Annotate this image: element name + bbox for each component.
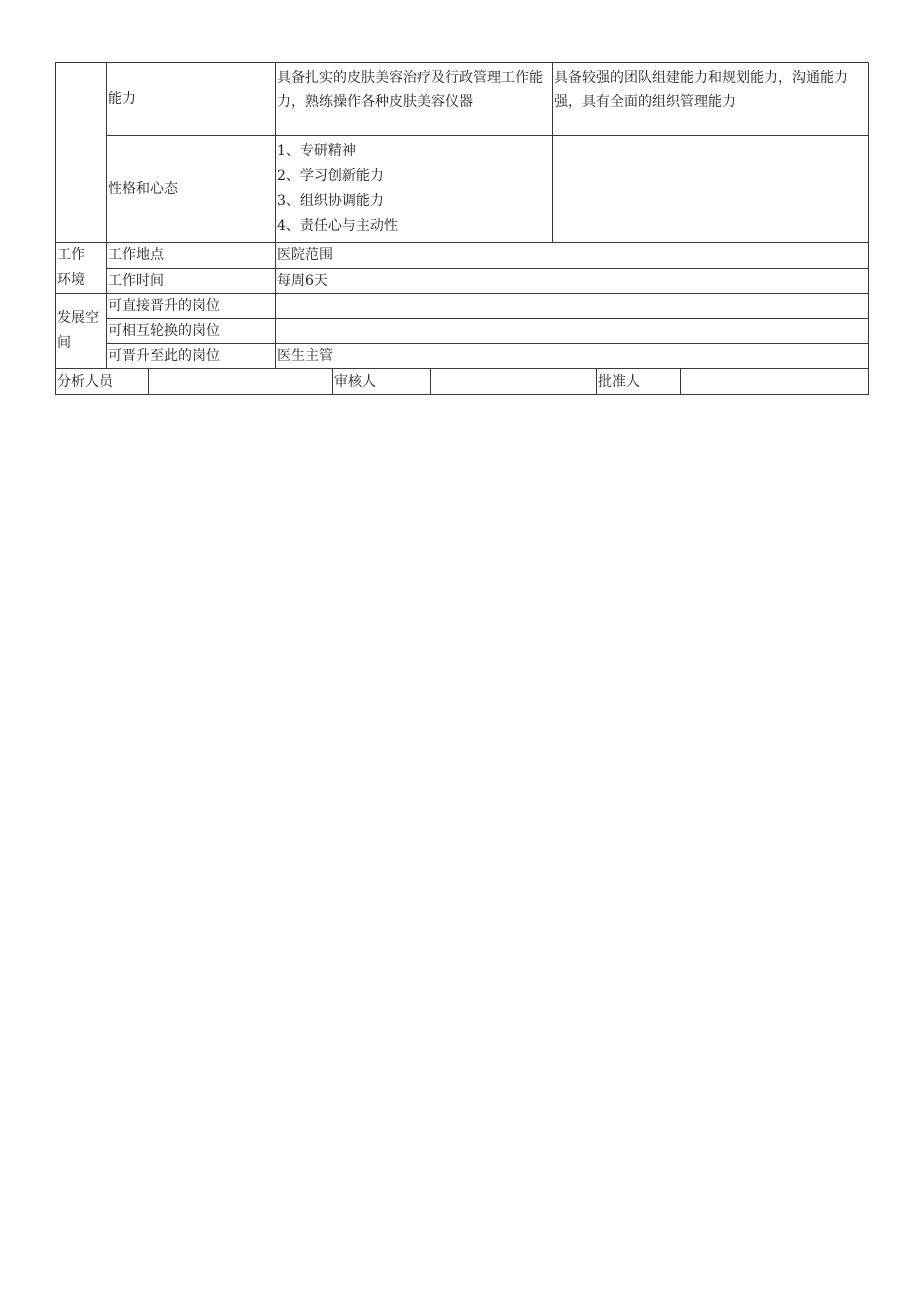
- personality-requirement-b: [553, 136, 869, 243]
- analyst-label: 分析人员: [56, 369, 149, 395]
- signoff-row: [56, 369, 869, 395]
- rotation-label: 可相互轮换的岗位: [107, 319, 276, 344]
- ability-label: 能力: [107, 63, 276, 136]
- personality-item: 4、责任心与主动性: [277, 218, 398, 234]
- analyst-value: [149, 369, 333, 395]
- ability-requirement-b: 具备较强的团队组建能力和规划能力，沟通能力强，具有全面的组织管理能力: [553, 63, 869, 136]
- personality-item: 2、学习创新能力: [277, 168, 384, 184]
- development-line1: 发展空: [57, 310, 99, 326]
- approver-label: 批准人: [597, 369, 681, 395]
- signoff-table: [55, 368, 869, 395]
- promote-to-label: 可晋升至此的岗位: [107, 344, 276, 369]
- direct-promotion-row: [56, 294, 869, 319]
- rotation-value: [276, 319, 869, 344]
- work-location-row: [56, 243, 869, 269]
- work-environment-category: [56, 243, 107, 294]
- promote-to-row: [56, 344, 869, 369]
- personality-item: 3、组织协调能力: [277, 193, 384, 209]
- personality-label: 性格和心态: [107, 136, 276, 243]
- work-time-row: [56, 268, 869, 294]
- approver-value: [681, 369, 869, 395]
- direct-promotion-value: [276, 294, 869, 319]
- promote-to-value: 医生主管: [276, 344, 869, 369]
- ability-requirement-a: 具备扎实的皮肤美容治疗及行政管理工作能力，熟练操作各种皮肤美容仪器: [276, 63, 553, 136]
- reviewer-value: [431, 369, 597, 395]
- personality-list: [276, 136, 553, 243]
- development-line2: 间: [57, 335, 71, 351]
- work-environment-line2: 环境: [57, 272, 85, 288]
- work-time-value: 每周6天: [276, 268, 869, 294]
- work-location-value: 医院范围: [276, 243, 869, 269]
- rotation-row: [56, 319, 869, 344]
- direct-promotion-label: 可直接晋升的岗位: [107, 294, 276, 319]
- personality-row: [56, 136, 869, 243]
- development-category: [56, 294, 107, 369]
- work-time-label: 工作时间: [107, 268, 276, 294]
- ability-row: [56, 63, 869, 136]
- job-requirements-table: [55, 62, 869, 369]
- reviewer-label: 审核人: [333, 369, 431, 395]
- work-environment-line1: 工作: [57, 247, 85, 263]
- qualification-category-cell: [56, 63, 107, 243]
- work-location-label: 工作地点: [107, 243, 276, 269]
- personality-item: 1、专研精神: [277, 143, 356, 159]
